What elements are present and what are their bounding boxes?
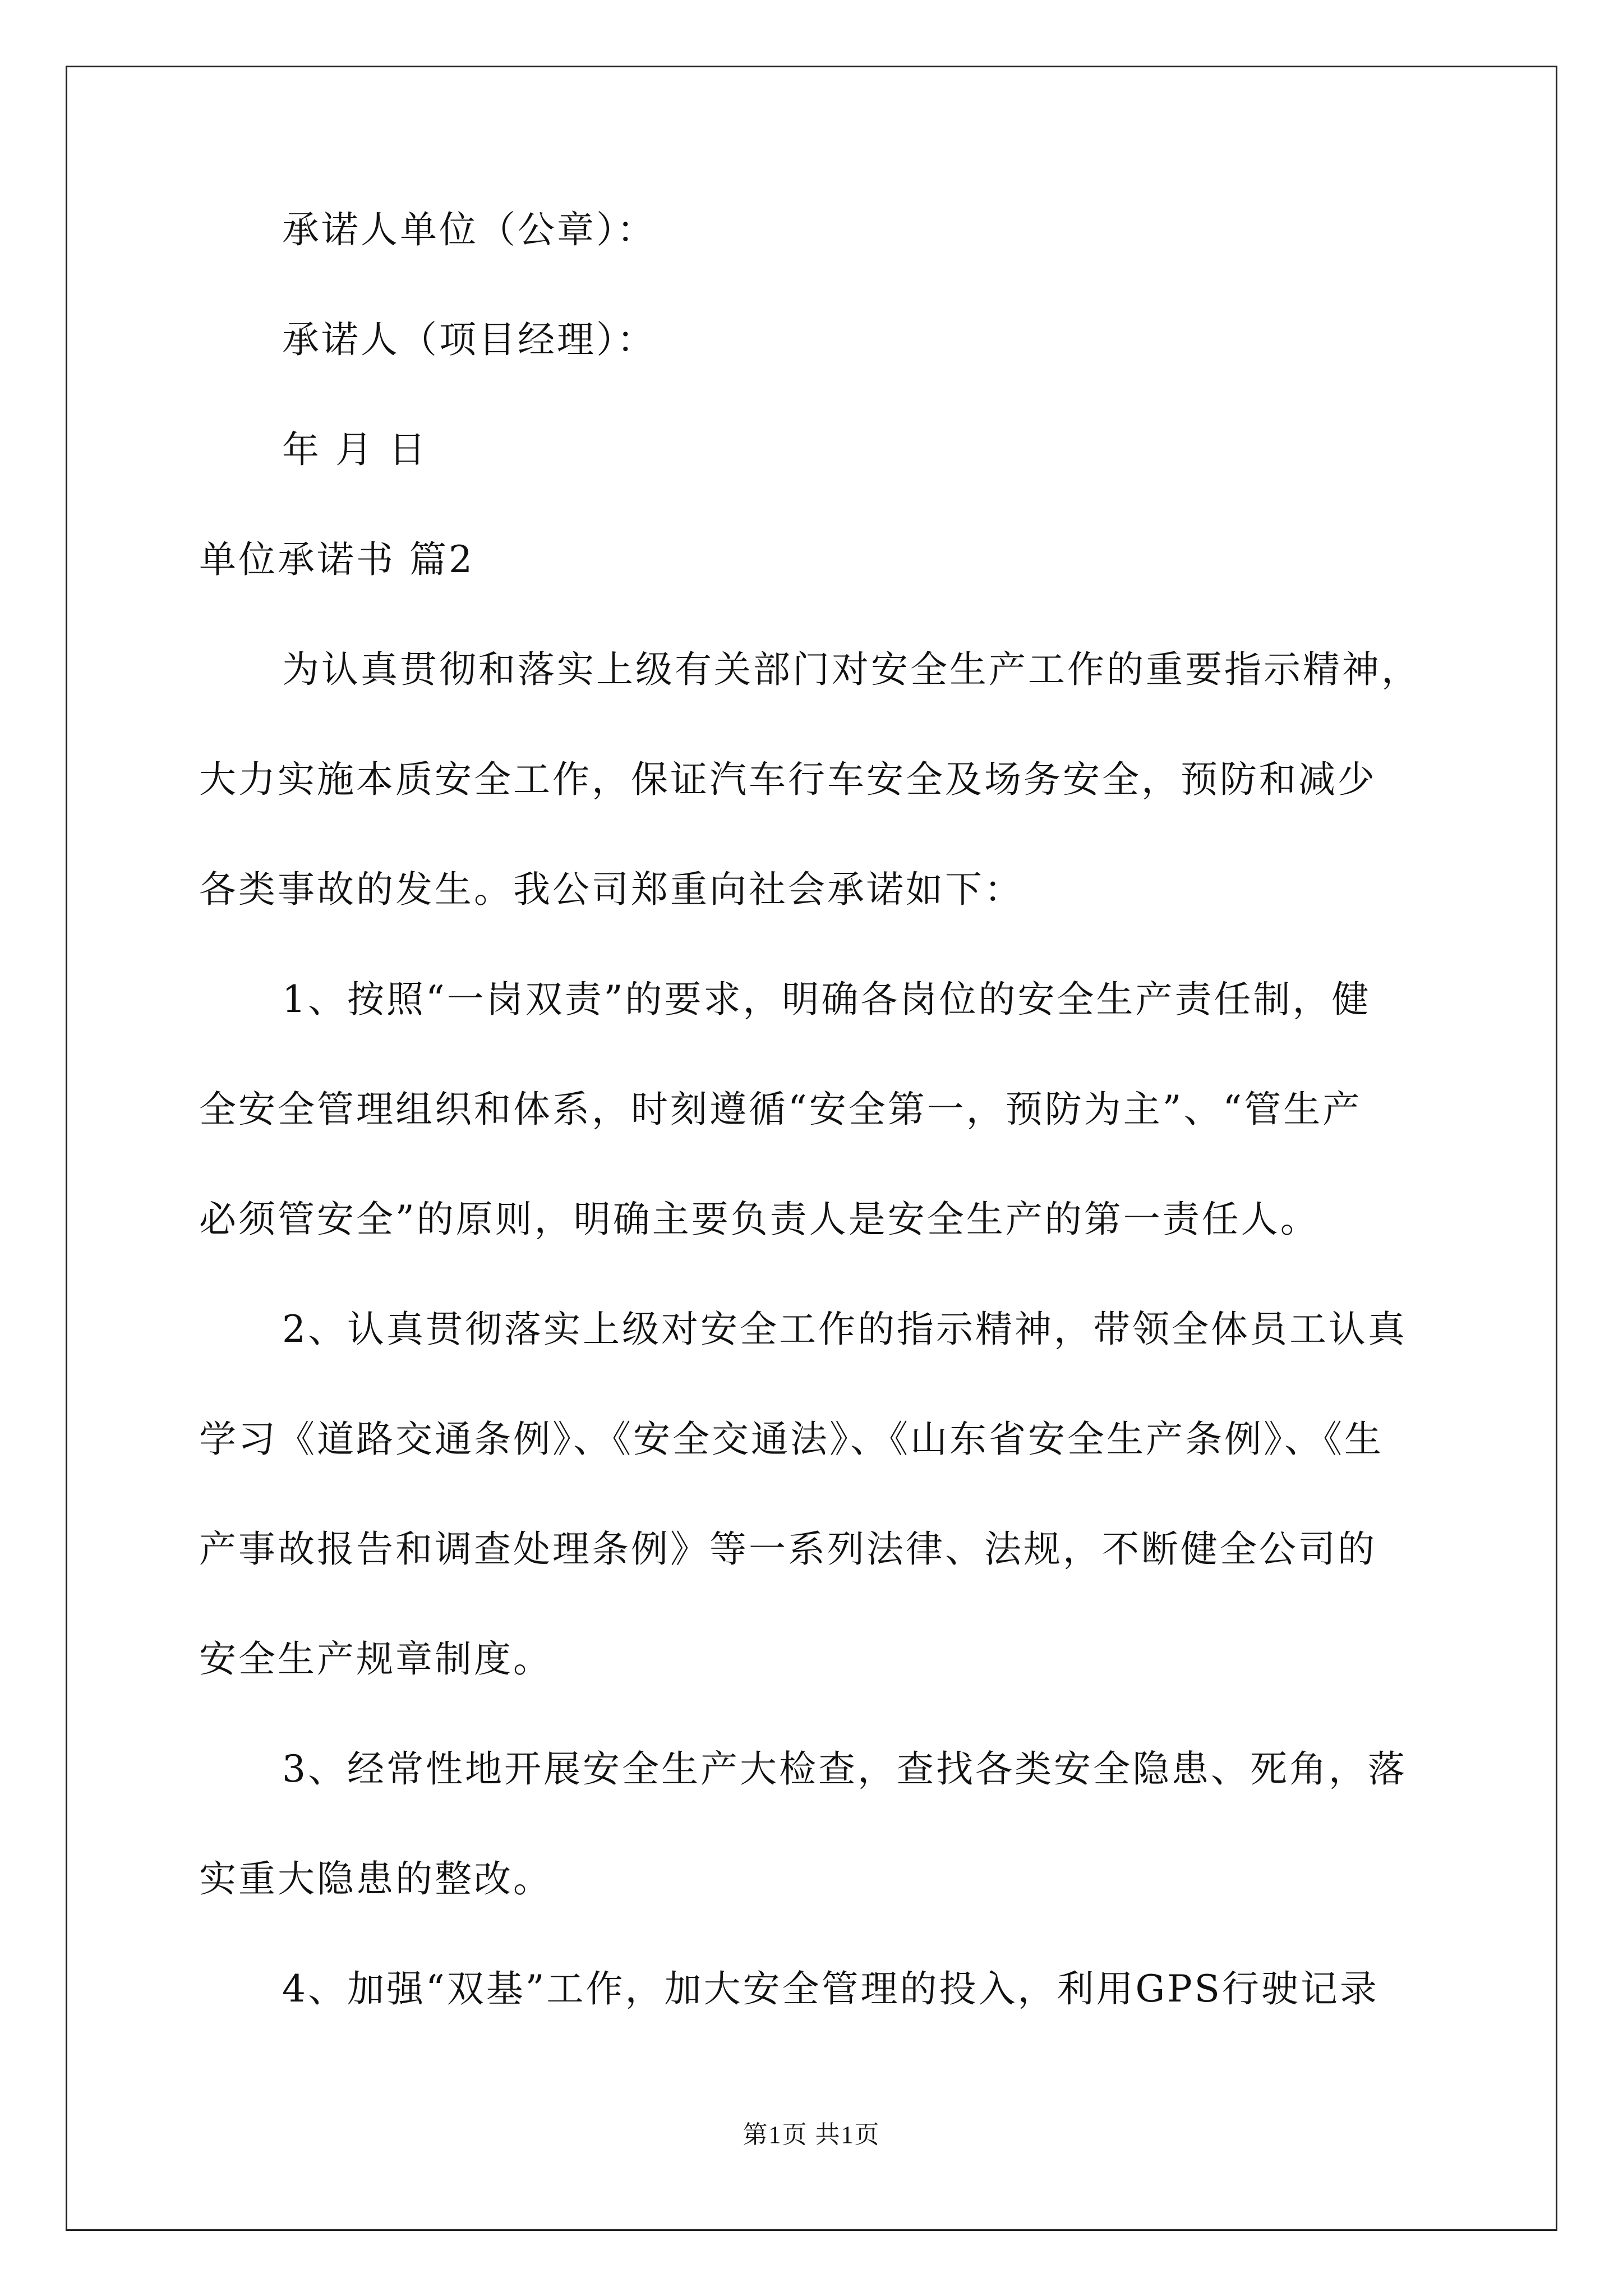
page-border	[66, 66, 1557, 2231]
signature-unit-line: 承诺人单位（公章）：	[282, 208, 656, 251]
paragraph-line: 实重大隐患的整改。	[199, 1857, 552, 1901]
date-line: 年 月 日	[282, 428, 428, 471]
section-heading: 单位承诺书 篇2	[199, 538, 474, 581]
paragraph-line: 4、加强“双基”工作，加大安全管理的投入，利用GPS行驶记录	[282, 1967, 1379, 2010]
paragraph-line: 3、经常性地开展安全生产大检查，查找各类安全隐患、死角，落	[282, 1747, 1407, 1791]
signature-person-line: 承诺人（项目经理）：	[282, 318, 656, 361]
paragraph-line: 1、按照“一岗双责”的要求，明确各岗位的安全生产责任制，健	[282, 978, 1371, 1021]
paragraph-line: 产事故报告和调查处理条例》等一系列法律、法规，不断健全公司的	[199, 1527, 1377, 1571]
paragraph-line: 必须管安全”的原则，明确主要负责人是安全生产的第一责任人。	[199, 1198, 1320, 1241]
paragraph-line: 学习《道路交通条例》、《安全交通法》、《山东省安全生产条例》、《生	[199, 1418, 1384, 1461]
paragraph-line: 为认真贯彻和落实上级有关部门对安全生产工作的重要指示精神，	[282, 648, 1421, 691]
page-number: 第1页 共1页	[743, 2121, 880, 2148]
paragraph-line: 安全生产规章制度。	[199, 1637, 552, 1681]
paragraph-line: 全安全管理组织和体系，时刻遵循“安全第一，预防为主”、“管生产	[199, 1088, 1362, 1131]
paragraph-line: 2、认真贯彻落实上级对安全工作的指示精神，带领全体员工认真	[282, 1308, 1407, 1351]
paragraph-line: 大力实施本质安全工作，保证汽车行车安全及场务安全，预防和减少	[199, 758, 1377, 801]
paragraph-line: 各类事故的发生。我公司郑重向社会承诺如下：	[199, 868, 1023, 911]
